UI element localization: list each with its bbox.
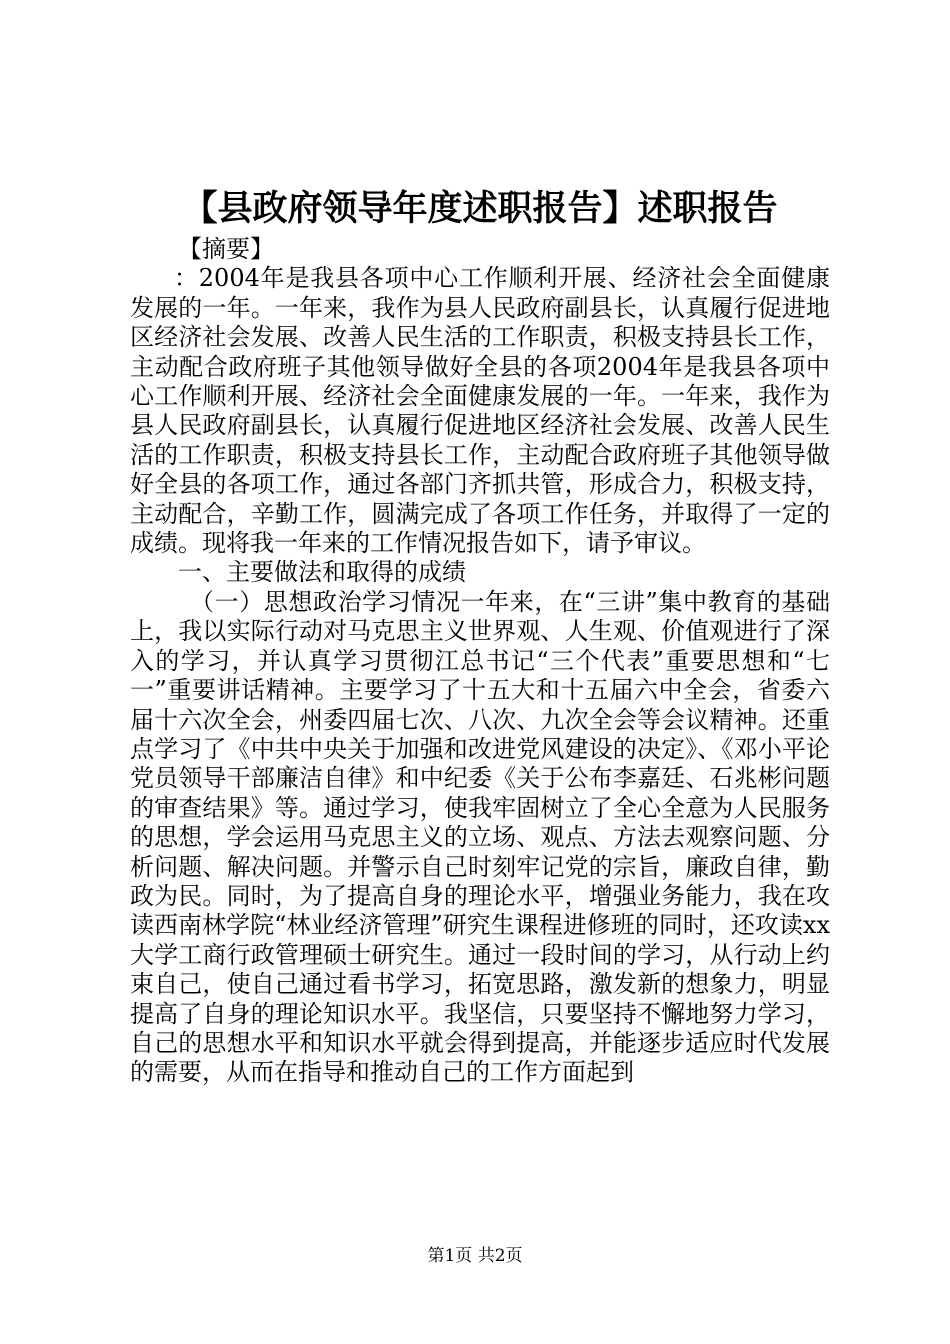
section-heading: 一、主要做法和取得的成绩 [178,558,466,587]
document-title: 【县政府领导年度述职报告】述职报告 [182,188,778,229]
section-paragraph: （一）思想政治学习情况一年来，在“三讲”集中教育的基础上，我以实际行动对马克思主义世界观、人生观、价值观进行了深入的学习，并认真学习贯彻江总书记“三个代表”重要思想和“七一”重要讲话精神。主要学习了十五大和十五届六中全会，省委六届十六次全会，州委四届七次、八次、九次全会等会议精神。还重点学习了《中共中央关于加强和改进党风建设的决定》、《邓小平论党员领导干部廉洁自律》和中纪委《关于公布李嘉廷、石兆彬问题的审查结果》等。通过学习，使我牢固树立了全心全意为人民服务的思想，学会运用马克思主义的立场、观点、方法去观察问题、分析问题、解决问题。并警示自己时刻牢记党的宗旨，廉政自律，勤政为民。同时，为了提高自身的理论水平，增强业务能力，我在攻读西南林学院“林业经济管理”研究生课程进修班的同时，还攻读xx大学工商行政管理硕士研究生。通过一段时间的学习，从行动上约束自己，使自己通过看书学习，拓宽思路，激发新的想象力，明显提高了自身的理论知识水平。我坚信，只要坚持不懈地努力学习，自己的思想水平和知识水平就会得到提高，并能逐步适应时代发展的需要，从而在指导和推动自己的工作方面起到 [130,587,830,1087]
page-footer: 第1页 共2页 [427,1246,523,1266]
document-body [130,235,830,1088]
abstract-label: 【摘要】 [178,235,274,263]
abstract-paragraph: ：2004年是我县各项中心工作顺利开展、经济社会全面健康发展的一年。一年来，我作为县人民政府副县长，认真履行促进地区经济社会发展、改善人民生活的工作职责，积极支持县长工作，主动配合政府班子其他领导做好全县的各项2004年是我县各项中心工作顺利开展、经济社会全面健康发展的一年。一年来，我作为县人民政府副县长，认真履行促进地区经济社会发展、改善人民生活的工作职责，积极支持县长工作，主动配合政府班子其他领导做好全县的各项工作，通过各部门齐抓共管，形成合力，积极支持，主动配合，辛勤工作，圆满完成了各项工作任务，并取得了一定的成绩。现将我一年来的工作情况报告如下，请予审议。 [130,264,830,558]
